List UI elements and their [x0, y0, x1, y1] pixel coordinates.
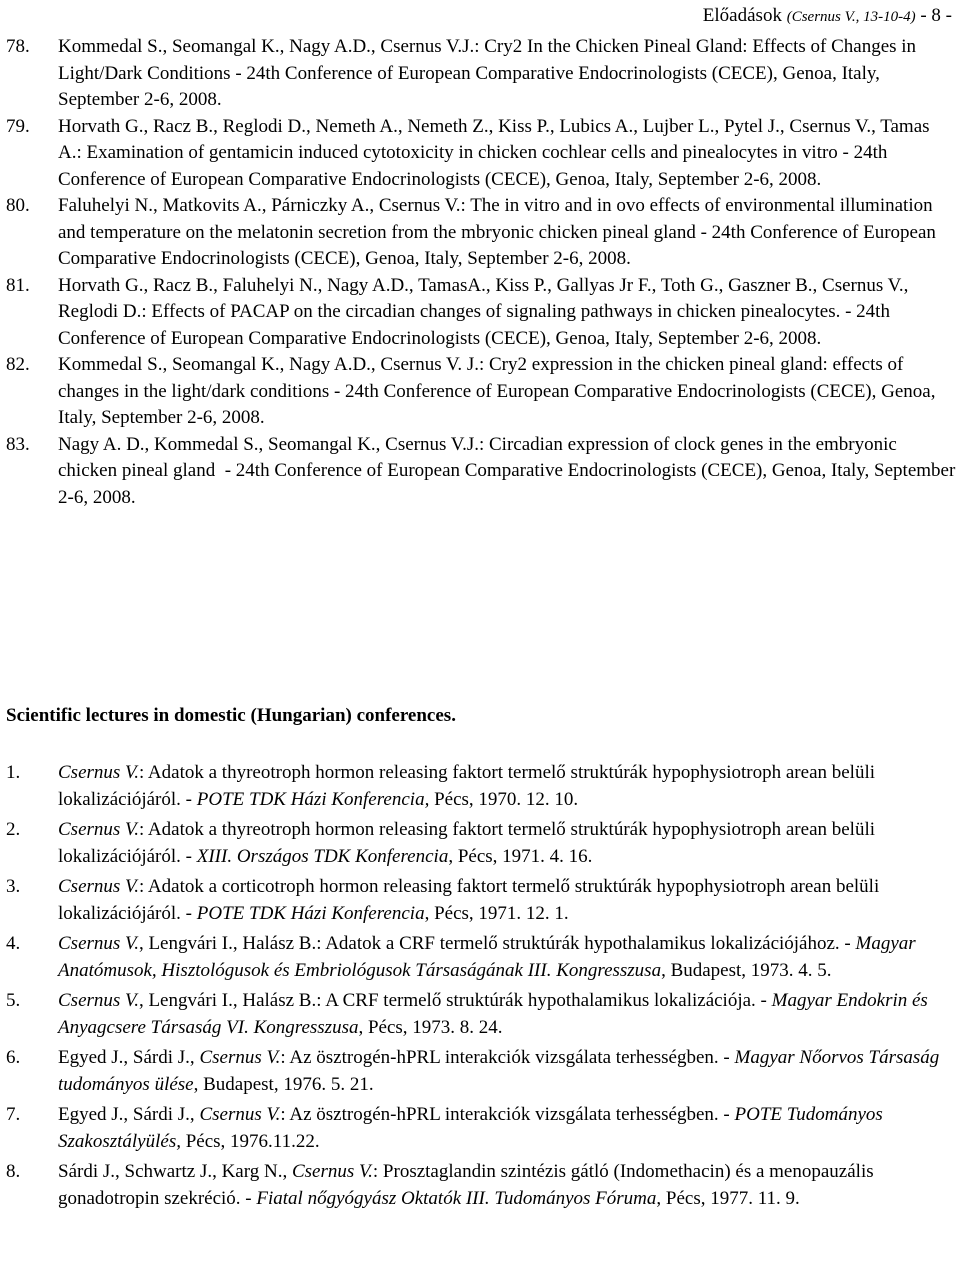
reference-entry: [6, 114, 956, 194]
reference-text: : Az ösztrogén-hPRL interakciók vizsgálata terhességben. -: [280, 1047, 735, 1068]
reference-number: 2.: [6, 819, 21, 840]
reference-italic-text: XIII. Országos TDK Konferencia: [196, 845, 449, 867]
header-label: Előadások: [702, 5, 787, 26]
reference-entry: [6, 874, 956, 927]
reference-italic-text: POTE TDK Házi Konferencia,: [196, 788, 430, 810]
reference-number: 79.: [6, 115, 30, 137]
reference-italic-text: Magyar Endokrin és Anyagcsere Társaság VI. Kongresszusa: [58, 990, 933, 1038]
reference-text: Horvath G., Racz B., Faluhelyi N., Nagy A.D., TamasA., Kiss P., Gallyas Jr F., Toth G., Gaszner B., Csernus V., Reglodi D.: Effects of PACAP on the circadian changes of signaling pathways in chicken pinealocytes. - 24th Conference of European Comparative Endocrinologists (CECE), Genoa, Italy, September 2-6, 2008.: [58, 274, 914, 349]
reference-entry: [6, 273, 956, 353]
reference-entry: [6, 352, 956, 432]
reference-text: : Adatok a thyreotroph hormon releasing faktort termelő struktúrák hypophysiotroph arean belüli lokalizációjáról. -: [58, 762, 880, 810]
reference-entry: [6, 1159, 956, 1212]
reference-entry: [6, 432, 960, 512]
reference-text: , Budapest, 1973. 4. 5.: [661, 959, 832, 981]
reference-italic-text: Csernus V.: [199, 1104, 281, 1125]
reference-italic-text: Csernus V.: [291, 1161, 373, 1182]
reference-text: , Budapest, 1976. 5. 21.: [193, 1073, 374, 1095]
reference-italic-text: POTE Tudományos Szakosztályülés,: [58, 1104, 888, 1152]
reference-number: 1.: [6, 762, 21, 783]
reference-italic-text: Magyar Nőorvos Társaság tudományos ülése: [58, 1047, 945, 1095]
reference-entry: [6, 1045, 956, 1098]
reference-italic-text: Csernus V.: [58, 990, 139, 1011]
reference-entry: [6, 988, 956, 1041]
reference-entry: [6, 1102, 956, 1155]
reference-number: 81.: [6, 274, 30, 296]
reference-text: Egyed J., Sárdi J.,: [58, 1104, 200, 1125]
header-author-date: (Csernus V., 13-10-4): [786, 9, 916, 25]
reference-text: : Adatok a corticotroph hormon releasing faktort termelő struktúrák hypophysiotroph arean belüli lokalizációjáról. -: [58, 876, 884, 924]
reference-italic-text: Csernus V.: [58, 819, 139, 840]
international-conference-list: [6, 34, 960, 511]
reference-text: Faluhelyi N., Matkovits A., Párniczky A., Csernus V.: The in vitro and in ovo effects of environmental illumination and temperature on the melatonin secretion from the mbryonic chicken pineal gland - 24th Conference of European Comparative Endocrinologists (CECE), Genoa, Italy, September 2-6, 2008.: [58, 195, 941, 269]
reference-text: : Az ösztrogén-hPRL interakciók vizsgálata terhességben. -: [280, 1104, 735, 1125]
reference-number: 8.: [6, 1161, 21, 1182]
reference-text: : Adatok a thyreotroph hormon releasing faktort termelő struktúrák hypophysiotroph arean belüli lokalizációjáról. -: [58, 819, 880, 867]
page-number: - 8 -: [915, 5, 952, 26]
reference-italic-text: Csernus V.: [58, 876, 139, 897]
reference-number: 83.: [6, 433, 30, 455]
reference-text: Pécs, 1976.11.22.: [180, 1130, 320, 1152]
reference-text: , Pécs, 1971. 4. 16.: [448, 845, 593, 867]
reference-text: Egyed J., Sárdi J.,: [58, 1047, 200, 1068]
reference-entry: [6, 931, 956, 984]
reference-italic-text: POTE TDK Házi Konferencia: [196, 902, 425, 924]
reference-text: Sárdi J., Schwartz J., Karg N.,: [58, 1161, 292, 1182]
reference-text: , Lengvári I., Halász B.: A CRF termelő struktúrák hypothalamikus lokalizációja. -: [138, 990, 772, 1011]
reference-number: 7.: [6, 1104, 21, 1125]
reference-number: 6.: [6, 1047, 21, 1068]
reference-text: Nagy A. D., Kommedal S., Seomangal K., Csernus V.J.: Circadian expression of clock genes in the embryonic chicken pineal gland - 24th Conference of European Comparative Endocrinologists (CECE), Genoa, Italy, September 2-6, 2008.: [58, 433, 960, 508]
reference-italic-text: Fiatal nőgyógyász Oktatók III. Tudományos Fóruma: [256, 1187, 657, 1209]
page-header: [703, 3, 952, 31]
reference-text: Kommedal S., Seomangal K., Nagy A.D., Csernus V.J.: Cry2 In the Chicken Pineal Gland: Effects of Changes in Light/Dark Conditions - 24th Conference of European Comparative Endocrinologists (CECE), Genoa, Italy, September 2-6, 2008.: [58, 36, 921, 110]
reference-number: 4.: [6, 933, 21, 954]
reference-entry: [6, 193, 956, 273]
reference-entry: [6, 34, 956, 114]
reference-number: 82.: [6, 354, 30, 375]
reference-text: Pécs, 1970. 12. 10.: [429, 788, 579, 810]
reference-number: 78.: [6, 36, 30, 57]
reference-text: Horvath G., Racz B., Reglodi D., Nemeth A., Nemeth Z., Kiss P., Lubics A., Lujber L., Pytel J., Csernus V., Tamas A.: Examination of gentamicin induced cytotoxicity in chicken cochlear cells and pinealocytes in vitro - 24th Conference of European Comparative Endocrinologists (CECE), Genoa, Italy, September 2-6, 2008.: [58, 115, 934, 190]
reference-text: , Pécs, 1973. 8. 24.: [358, 1016, 503, 1038]
reference-text: , Pécs, 1971. 12. 1.: [424, 902, 569, 924]
reference-number: 5.: [6, 990, 21, 1011]
domestic-conference-list: [6, 760, 956, 1212]
reference-italic-text: Csernus V.: [58, 762, 139, 783]
reference-text: , Pécs, 1977. 11. 9.: [656, 1187, 800, 1209]
section-heading: Scientific lectures in domestic (Hungarian) conferences.: [6, 705, 456, 726]
reference-number: 3.: [6, 876, 21, 897]
reference-text: : Prosztaglandin szintézis gátló (Indomethacin) és a menopauzális gonadotropin szekréció. -: [58, 1161, 879, 1209]
reference-italic-text: Csernus V.: [58, 933, 139, 954]
reference-text: , Lengvári I., Halász B.: Adatok a CRF termelő struktúrák hypothalamikus lokalizációjához. -: [138, 933, 856, 954]
reference-number: 80.: [6, 195, 30, 216]
reference-italic-text: Csernus V.: [199, 1047, 281, 1068]
reference-text: Kommedal S., Seomangal K., Nagy A.D., Csernus V. J.: Cry2 expression in the chicken pineal gland: effects of changes in the light/dark conditions - 24th Conference of European Comparative Endocrinologists (CECE), Genoa, Italy, September 2-6, 2008.: [58, 354, 941, 428]
reference-italic-text: Magyar Anatómusok, Hisztológusok és Embriológusok Társaságának III. Kongresszusa: [58, 933, 921, 981]
reference-entry: [6, 817, 956, 870]
reference-entry: [6, 760, 956, 813]
